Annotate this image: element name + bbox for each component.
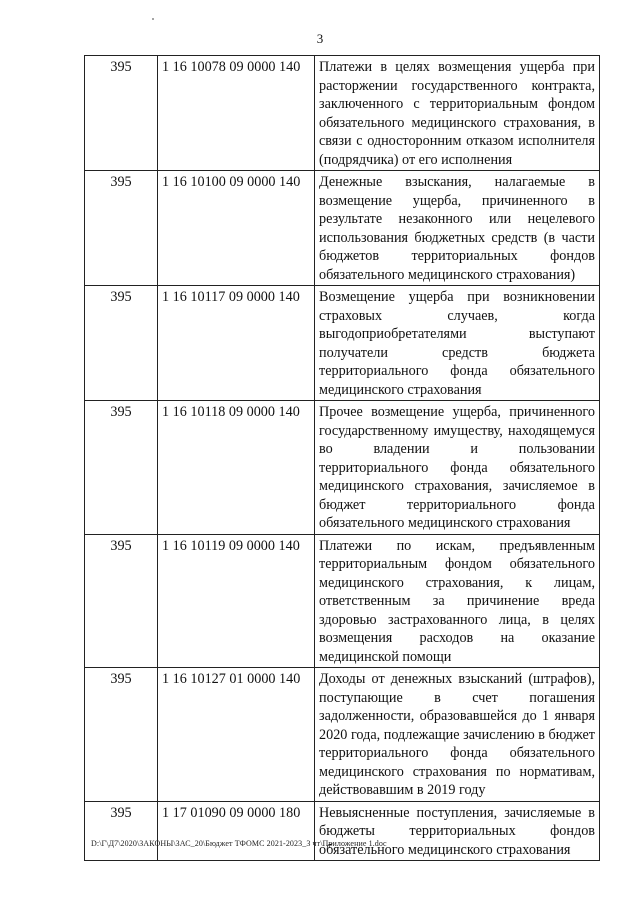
revenue-name-cell: Доходы от денежных взысканий (штрафов), поступающие в счет погашения задолженности, образовавшейся до 1 января 2020 года, подлежащие зачислению в бюджет территориального фонда обязательного медицинского страхования по нормативам, действовавшим в 2019 году	[315, 668, 600, 802]
revenue-name-cell: Прочее возмещение ущерба, причиненного государственному имуществу, находящемуся во владении и пользовании территориального фонда обязательного медицинского страхования, зачисляемое в бюджет территориального фонда обязательного медицинского страхования	[315, 401, 600, 535]
revenue-name-cell: Возмещение ущерба при возникновении страховых случаев, когда выгодоприобретателями выступают получатели средств бюджета территориального фонда обязательного медицинского страхования	[315, 286, 600, 401]
budget-classification-code-cell: 1 16 10078 09 0000 140	[158, 56, 315, 171]
budget-classification-code-cell: 1 16 10117 09 0000 140	[158, 286, 315, 401]
budget-classification-code-cell: 1 16 10127 01 0000 140	[158, 668, 315, 802]
table-row	[85, 534, 600, 668]
document-file-path: D:\Г\Д7\2020\ЗАКОНЫ\ЗАС_20\Бюджет ТФОМС 2021-2023_3 чт\Приложение 1.doc	[91, 839, 387, 848]
budget-classification-code-cell: 1 17 01090 09 0000 180	[158, 801, 315, 861]
admin-code-cell: 395	[85, 401, 158, 535]
page-number: 3	[316, 31, 324, 46]
budget-classification-code-cell: 1 16 10100 09 0000 140	[158, 171, 315, 286]
scan-speck	[152, 18, 154, 20]
budget-classification-code-cell: 1 16 10118 09 0000 140	[158, 401, 315, 535]
table-row	[85, 171, 600, 286]
admin-code-cell: 395	[85, 668, 158, 802]
revenue-name-cell: Платежи по искам, предъявленным территориальным фондом обязательного медицинского страхования, к лицам, ответственным за причинение вреда здоровью застрахованного лица, в целях возмещения расходов на оказание медицинской помощи	[315, 534, 600, 668]
admin-code-cell: 395	[85, 286, 158, 401]
revenue-name-cell: Платежи в целях возмещения ущерба при расторжении государственного контракта, заключенного с территориальным фондом обязательного медицинского страхования, в связи с односторонним отказом исполнителя (подрядчика) от его исполнения	[315, 56, 600, 171]
revenue-name-cell: Денежные взыскания, налагаемые в возмещение ущерба, причиненного в результате незаконного или нецелевого использования бюджетных средств (в части бюджетов территориальных фондов обязательного медицинского страхования)	[315, 171, 600, 286]
budget-classification-code-cell: 1 16 10119 09 0000 140	[158, 534, 315, 668]
table-row	[85, 286, 600, 401]
revenue-codes-table	[84, 55, 600, 861]
admin-code-cell: 395	[85, 534, 158, 668]
table-row	[85, 56, 600, 171]
admin-code-cell: 395	[85, 801, 158, 861]
table-row	[85, 401, 600, 535]
revenue-name-cell: Невыясненные поступления, зачисляемые в бюджеты территориальных фондов обязательного медицинского страхования	[315, 801, 600, 861]
table-row	[85, 668, 600, 802]
admin-code-cell: 395	[85, 171, 158, 286]
admin-code-cell: 395	[85, 56, 158, 171]
table-row	[85, 801, 600, 861]
